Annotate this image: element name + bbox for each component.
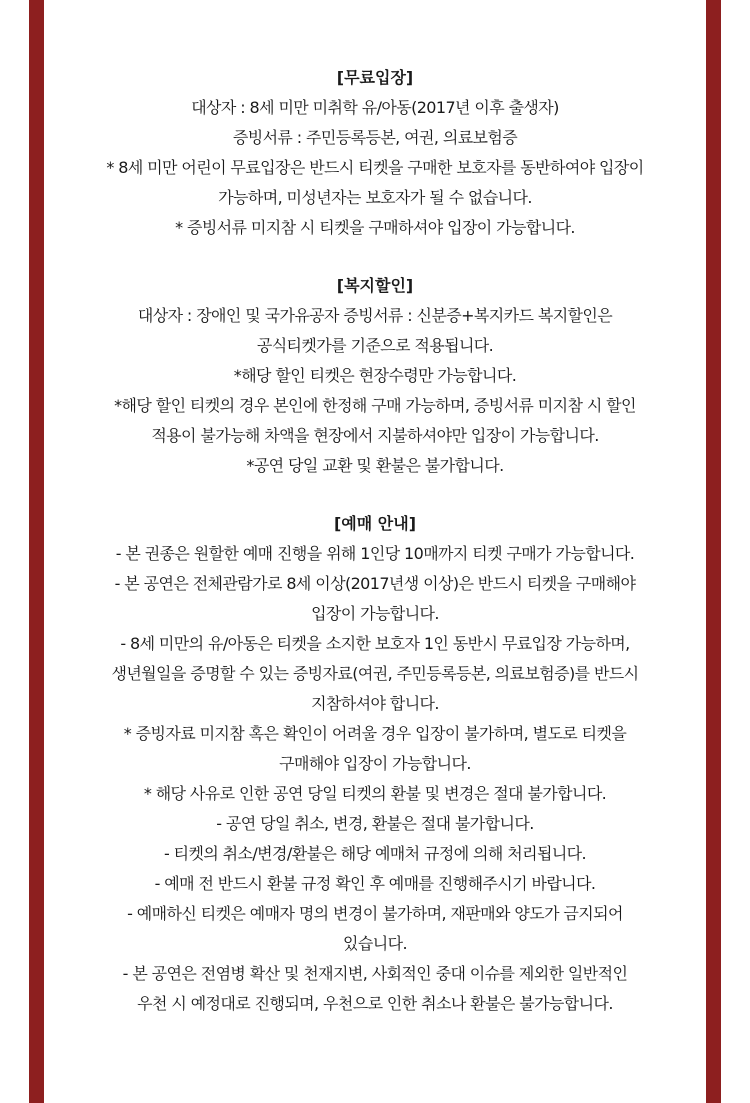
welfare-discount-line: *해당 할인 티켓은 현장수령만 가능합니다.: [233, 366, 517, 385]
welfare-discount-line: *공연 당일 교환 및 환불은 불가합니다.: [246, 456, 504, 475]
booking-guide-line: - 본 공연은 전체관람가로 8세 이상(2017년생 이상)은 반드시 티켓을 구매해야: [114, 574, 636, 593]
section-title-booking-guide: [예매 안내]: [333, 514, 417, 533]
booking-guide-line: * 증빙자료 미지참 혹은 확인이 어려울 경우 입장이 불가하며, 별도로 티켓을: [123, 724, 627, 743]
welfare-discount-line: *해당 할인 티켓의 경우 본인에 한정해 구매 가능하며, 증빙서류 미지참 시 할인: [114, 396, 636, 415]
booking-guide-line: - 티켓의 취소/변경/환불은 해당 예매처 규정에 의해 처리됩니다.: [163, 844, 587, 863]
booking-guide-line: * 해당 사유로 인한 공연 당일 티켓의 환불 및 변경은 절대 불가합니다.: [143, 784, 607, 803]
left-border-stripe: [29, 0, 44, 1103]
section-title-free-admission: [무료입장]: [336, 68, 414, 87]
booking-guide-line: - 본 권종은 원할한 예매 진행을 위해 1인당 10매까지 티켓 구매가 가능합니다.: [115, 544, 635, 563]
welfare-discount-line: 적용이 불가능해 차액을 현장에서 지불하셔야만 입장이 가능합니다.: [151, 426, 599, 445]
booking-guide-line: 있습니다.: [343, 934, 407, 953]
booking-guide-line: 입장이 가능합니다.: [311, 604, 439, 623]
booking-guide-line: - 8세 미만의 유/아동은 티켓을 소지한 보호자 1인 동반시 무료입장 가능하며,: [120, 634, 630, 653]
free-admission-line: 증빙서류 : 주민등록등본, 여권, 의료보험증: [232, 128, 518, 147]
free-admission-line: 가능하며, 미성년자는 보호자가 될 수 없습니다.: [218, 188, 532, 207]
welfare-discount-line: 대상자 : 장애인 및 국가유공자 증빙서류 : 신분증+복지카드 복지할인은: [137, 306, 613, 325]
notice-content: [44, 63, 706, 1019]
free-admission-line: * 증빙서류 미지참 시 티켓을 구매하셔야 입장이 가능합니다.: [175, 218, 575, 237]
booking-guide-line: 우천 시 예정대로 진행되며, 우천으로 인한 취소나 환불은 불가능합니다.: [137, 994, 613, 1013]
section-title-welfare-discount: [복지할인]: [336, 276, 414, 295]
welfare-discount-line: 공식티켓가를 기준으로 적용됩니다.: [256, 336, 494, 355]
booking-guide-line: 지참하셔야 합니다.: [311, 694, 439, 713]
booking-guide-line: 생년월일을 증명할 수 있는 증빙자료(여권, 주민등록등본, 의료보험증)를 반드시: [111, 664, 639, 683]
booking-guide-line: - 예매 전 반드시 환불 규정 확인 후 예매를 진행해주시기 바랍니다.: [154, 874, 596, 893]
booking-guide-section: [44, 509, 706, 1019]
booking-guide-line: 구매해야 입장이 가능합니다.: [279, 754, 471, 773]
right-border-stripe: [706, 0, 721, 1103]
free-admission-section: [44, 63, 706, 243]
booking-guide-line: - 본 공연은 전염병 확산 및 천재지변, 사회적인 중대 이슈를 제외한 일반적인: [122, 964, 628, 983]
free-admission-line: 대상자 : 8세 미만 미취학 유/아동(2017년 이후 출생자): [191, 98, 559, 117]
welfare-discount-section: [44, 271, 706, 481]
booking-guide-line: - 예매하신 티켓은 예매자 명의 변경이 불가하며, 재판매와 양도가 금지되어: [127, 904, 623, 923]
free-admission-line: * 8세 미만 어린이 무료입장은 반드시 티켓을 구매한 보호자를 동반하여야 입장이: [106, 158, 644, 177]
booking-guide-line: - 공연 당일 취소, 변경, 환불은 절대 불가합니다.: [216, 814, 534, 833]
